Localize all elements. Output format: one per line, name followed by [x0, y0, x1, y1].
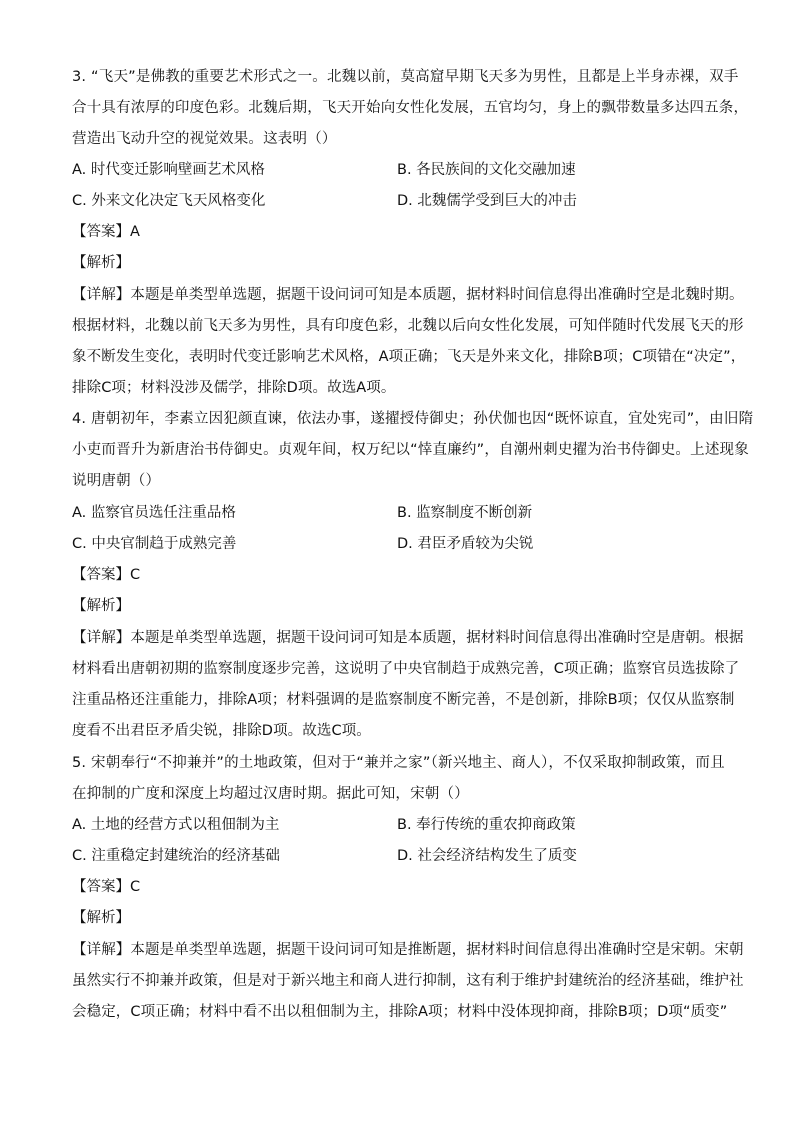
question-4-line-1: 4. 唐朝初年，李素立因犯颜直谏，依法办事，遂擢授侍御史；孙伏伽也因“既怀谅直，宜处宪司”，由旧隋 [72, 411, 754, 427]
question-3-option-c: C. 外来文化决定飞天风格变化 [72, 193, 266, 209]
question-4-answer: 【答案】C [72, 567, 141, 583]
question-5-options [72, 810, 732, 872]
question-5-explanation-line-1: 【详解】本题是单类型单选题，据题干设问词可知是推断题，据材料时间信息得出准确时空是宋朝。宋朝 [72, 942, 744, 958]
question-5-explanation-line-2: 虽然实行不抑兼并政策，但是对于新兴地主和商人进行抑制，这有利于维护封建统治的经济基础，维护社 [72, 973, 744, 989]
question-3-analysis-label: 【解析】 [72, 255, 130, 271]
question-3-stem [72, 62, 749, 155]
question-3-option-b: B. 各民族间的文化交融加速 [397, 162, 576, 178]
question-3-explanation-line-1: 【详解】本题是单类型单选题，据题干设问词可知是本质题，据材料时间信息得出准确时空是北魏时期。 [72, 287, 744, 303]
question-4-explanation-line-1: 【详解】本题是单类型单选题，据题干设问词可知是本质题，据材料时间信息得出准确时空是唐朝。根据 [72, 630, 744, 646]
question-3-line-2: 合十具有浓厚的印度色彩。北魏后期，飞天开始向女性化发展，五官均匀，身上的飘带数量多达四五条， [72, 100, 749, 116]
question-4-explanation-line-4: 度看不出君臣矛盾尖锐，排除D项。故选C项。 [72, 723, 371, 739]
question-3-options [72, 155, 732, 217]
question-4-explanation-line-2: 材料看出唐朝初期的监察制度逐步完善，这说明了中央官制趋于成熟完善，C项正确；监察官员选拔除了 [72, 661, 740, 677]
question-3-explanation-line-3: 象不断发生变化，表明时代变迁影响艺术风格，A项正确；飞天是外来文化，排除B项；C项错在“决定”， [72, 349, 746, 365]
question-3-line-3: 营造出飞动升空的视觉效果。这表明（） [72, 131, 337, 147]
question-4-stem [72, 404, 754, 497]
question-4-option-d: D. 君臣矛盾较为尖锐 [397, 536, 534, 552]
question-3-explanation-line-2: 根据材料，北魏以前飞天多为男性，具有印度色彩，北魏以后向女性化发展，可知伴随时代发展飞天的形 [72, 318, 744, 334]
question-3-explanation [72, 280, 746, 404]
question-5-explanation-line-3: 会稳定，C项正确；材料中看不出以租佃制为主，排除A项；材料中没体现抑商，排除B项；D项“质变” [72, 1004, 728, 1020]
question-4-explanation [72, 623, 744, 747]
question-5-explanation [72, 935, 744, 1028]
question-3-line-1: 3. “飞天”是佛教的重要艺术形式之一。北魏以前，莫高窟早期飞天多为男性，且都是上半身赤裸，双手 [72, 69, 739, 85]
question-3-option-d: D. 北魏儒学受到巨大的冲击 [397, 193, 577, 209]
question-3-explanation-line-4: 排除C项；材料没涉及儒学，排除D项。故选A项。 [72, 380, 396, 396]
question-4-explanation-line-3: 注重品格还注重能力，排除A项；材料强调的是监察制度不断完善，不是创新，排除B项；仅仅从监察制 [72, 692, 735, 708]
question-3-option-a: A. 时代变迁影响壁画艺术风格 [72, 162, 265, 178]
question-5-option-c: C. 注重稳定封建统治的经济基础 [72, 848, 280, 864]
question-5-stem [72, 748, 732, 810]
question-4-line-2: 小吏而晋升为新唐治书侍御史。贞观年间，权万纪以“悻直廉约”，自潮州刺史擢为治书侍御史。上述现象 [72, 442, 749, 458]
question-4-option-c: C. 中央官制趋于成熟完善 [72, 536, 237, 552]
question-5-analysis-label: 【解析】 [72, 910, 130, 926]
question-5-option-d: D. 社会经济结构发生了质变 [397, 848, 577, 864]
question-4-options [72, 498, 732, 560]
question-5-option-b: B. 奉行传统的重农抑商政策 [397, 817, 576, 833]
question-5-line-2: 在抑制的广度和深度上均超过汉唐时期。据此可知，宋朝（） [72, 786, 469, 802]
question-4-analysis-label: 【解析】 [72, 598, 130, 614]
question-3-answer: 【答案】A [72, 224, 140, 240]
question-4-line-3: 说明唐朝（） [72, 473, 161, 489]
question-4-option-b: B. 监察制度不断创新 [397, 505, 533, 521]
question-5-answer: 【答案】C [72, 879, 141, 895]
question-5-option-a: A. 土地的经营方式以租佃制为主 [72, 817, 280, 833]
question-4-option-a: A. 监察官员选任注重品格 [72, 505, 236, 521]
question-5-line-1: 5. 宋朝奉行“不抑兼并”的土地政策，但对于“兼并之家”（新兴地主、商人），不仅采取抑制政策，而且 [72, 755, 725, 771]
